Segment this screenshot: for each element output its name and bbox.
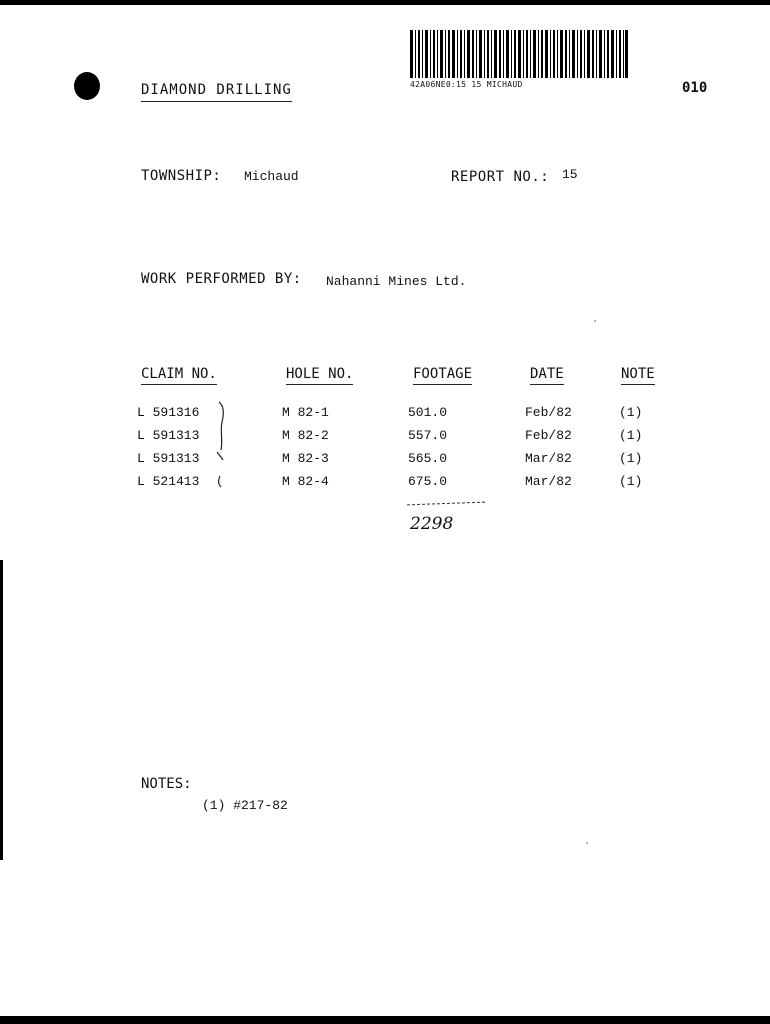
- table-row: [0, 405, 770, 427]
- scan-speck: [586, 842, 588, 844]
- note-item: (1) #217-82: [202, 798, 288, 813]
- footage-cell: 557.0: [408, 428, 448, 443]
- hole-cell: M 82-4: [282, 474, 329, 489]
- claim-brace-icon: [216, 400, 230, 488]
- hole-cell: M 82-2: [282, 428, 329, 443]
- claim-cell: L 521413: [137, 474, 200, 489]
- footage-cell: 675.0: [408, 474, 448, 489]
- footage-cell: 501.0: [408, 405, 448, 420]
- note-cell: (1): [619, 451, 643, 466]
- total-rule: [407, 502, 485, 506]
- handwritten-total: 2298: [410, 514, 454, 534]
- col-header-claim: CLAIM NO.: [141, 366, 217, 385]
- date-cell: Feb/82: [525, 428, 572, 443]
- barcode-text: 42A06NE0:15 15 MICHAUD: [410, 80, 523, 89]
- punch-hole-icon: [74, 72, 100, 100]
- col-header-note: NOTE: [621, 366, 655, 385]
- report-value: 15: [562, 167, 578, 182]
- work-value: Nahanni Mines Ltd.: [326, 274, 467, 289]
- col-header-hole: HOLE NO.: [286, 366, 353, 385]
- scan-speck: [594, 320, 596, 322]
- date-cell: Mar/82: [525, 474, 572, 489]
- date-cell: Feb/82: [525, 405, 572, 420]
- note-cell: (1): [619, 428, 643, 443]
- scan-border-left: [0, 560, 3, 860]
- note-cell: (1): [619, 474, 643, 489]
- claim-cell: L 591313: [137, 428, 200, 443]
- scan-border-bottom: [0, 1016, 770, 1024]
- footage-cell: 565.0: [408, 451, 448, 466]
- hole-cell: M 82-3: [282, 451, 329, 466]
- note-cell: (1): [619, 405, 643, 420]
- table-row: [0, 451, 770, 473]
- work-label: WORK PERFORMED BY:: [141, 271, 302, 287]
- table-row: [0, 474, 770, 496]
- township-value: Michaud: [244, 169, 299, 184]
- claim-cell: L 591316: [137, 405, 200, 420]
- scan-border-top: [0, 0, 770, 5]
- table-row: [0, 428, 770, 450]
- barcode-icon: [410, 30, 628, 78]
- notes-label: NOTES:: [141, 776, 192, 792]
- hole-cell: M 82-1: [282, 405, 329, 420]
- report-label: REPORT NO.:: [451, 169, 550, 185]
- township-label: TOWNSHIP:: [141, 168, 222, 184]
- page-number: 010: [682, 80, 708, 96]
- col-header-date: DATE: [530, 366, 564, 385]
- date-cell: Mar/82: [525, 451, 572, 466]
- claim-cell: L 591313: [137, 451, 200, 466]
- col-header-footage: FOOTAGE: [413, 366, 472, 385]
- document-title: DIAMOND DRILLING: [141, 82, 292, 102]
